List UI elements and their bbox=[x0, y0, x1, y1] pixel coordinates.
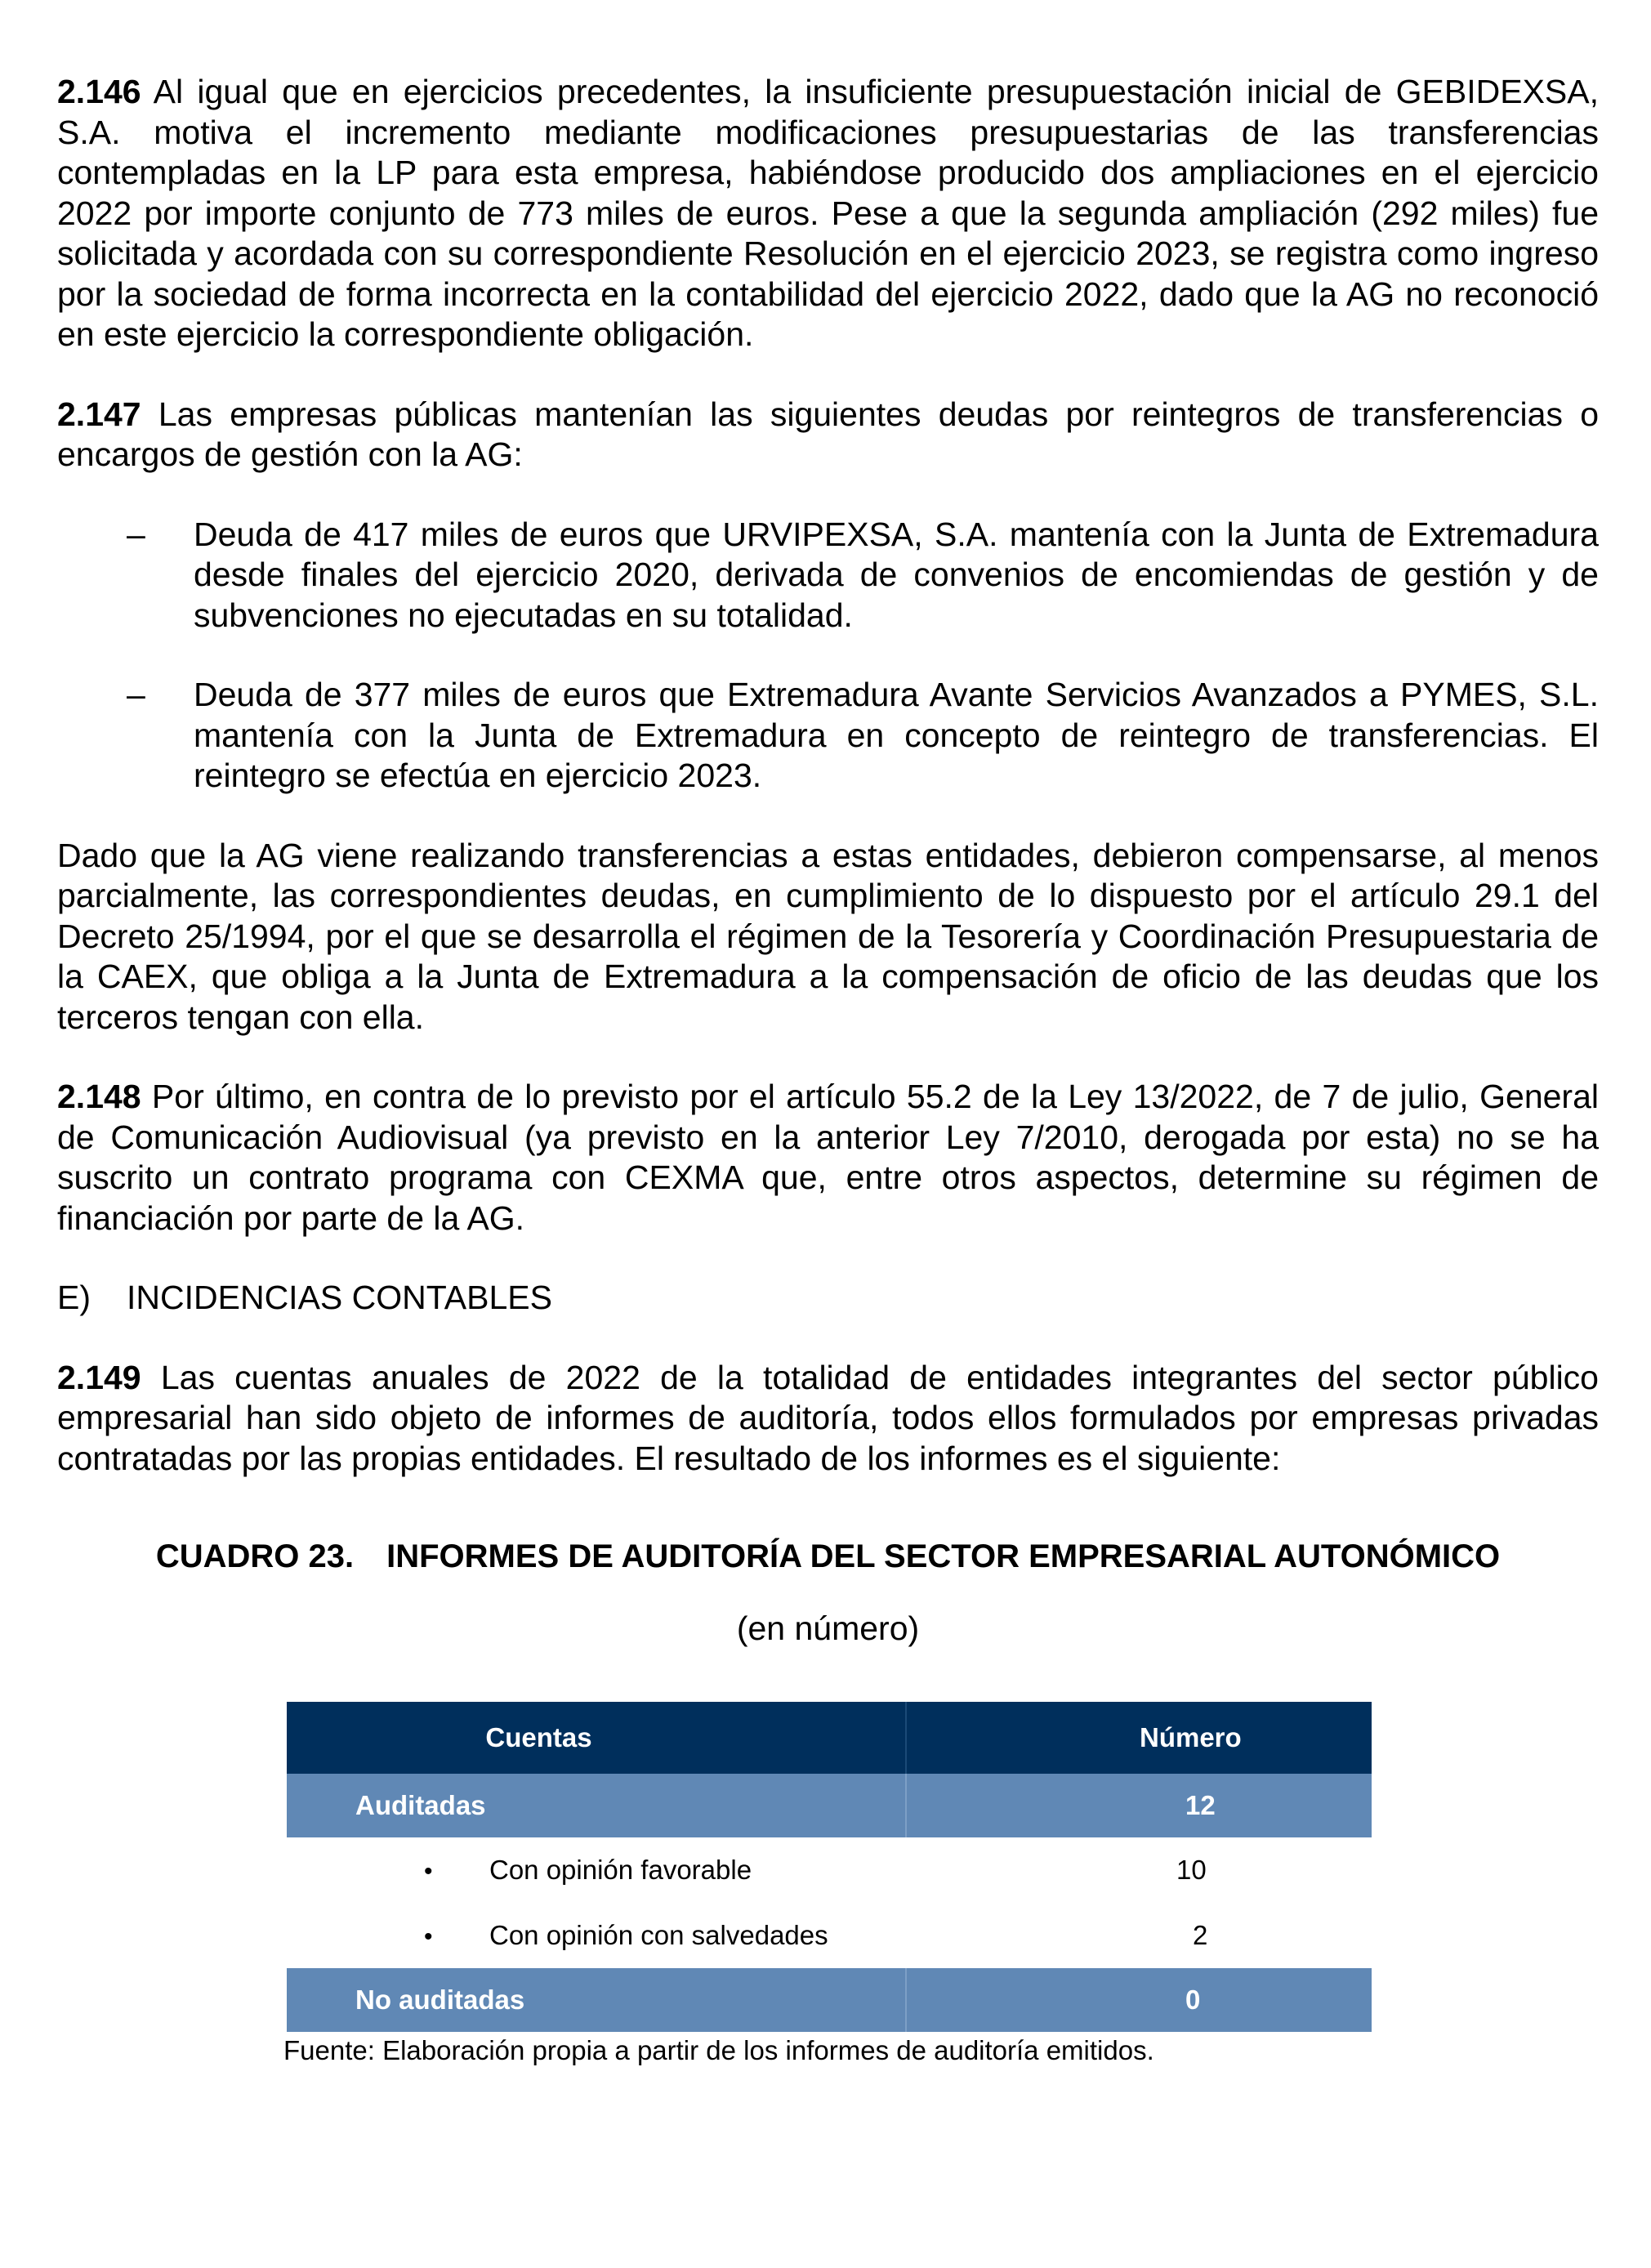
list-item bbox=[57, 515, 1599, 636]
section-letter: E) bbox=[57, 1279, 91, 1316]
paragraph-2-147 bbox=[57, 395, 1599, 475]
paragraph-number: 2.148 bbox=[57, 1078, 141, 1115]
table-header-row bbox=[287, 1702, 1372, 1774]
table-row-salvedades bbox=[287, 1903, 1372, 1968]
row-label: Auditadas bbox=[287, 1774, 906, 1837]
row-value: 2 bbox=[906, 1903, 1372, 1968]
debt-list bbox=[57, 515, 1599, 797]
bullet-dot: • bbox=[424, 1858, 433, 1885]
table-number: CUADRO 23. bbox=[155, 1538, 355, 1574]
paragraph-text: Las cuentas anuales de 2022 de la totalidad de entidades integrantes del sector público empresarial han sido objeto de informes de auditoría, todos ellos formulados por empresas privadas contratadas por las propias entidades. El resultado de los informes es el siguiente: bbox=[57, 1358, 1599, 1477]
row-label: No auditadas bbox=[287, 1968, 906, 2032]
dash-bullet: – bbox=[127, 515, 145, 553]
table-title-text: INFORMES DE AUDITORÍA DEL SECTOR EMPRESARIAL AUTONÓMICO bbox=[386, 1538, 1501, 1574]
audit-table bbox=[287, 1702, 1372, 2032]
paragraph-number: 2.147 bbox=[57, 395, 141, 433]
section-heading bbox=[57, 1278, 1599, 1319]
audit-table-wrapper bbox=[287, 1702, 1372, 2032]
row-label: Con opinión con salvedades bbox=[489, 1920, 828, 1950]
table-subtitle: (en número) bbox=[736, 1609, 920, 1647]
section-title: INCIDENCIAS CONTABLES bbox=[127, 1279, 552, 1316]
row-value: 12 bbox=[906, 1774, 1372, 1837]
paragraph-2-146 bbox=[57, 72, 1599, 355]
table-row-no-auditadas bbox=[287, 1968, 1372, 2032]
column-header-cuentas: Cuentas bbox=[287, 1702, 906, 1774]
paragraph-number: 2.146 bbox=[57, 73, 141, 110]
paragraph-dado-que: Dado que la AG viene realizando transferencias a estas entidades, debieron compensarse, al menos parcialmente, las correspondientes deudas, en cumplimiento de lo dispuesto por el artículo 29.1 del Decreto 25/1994, por el que se desarrolla el régimen de la Tesorería y Coordinación Presupuestaria de la CAEX, que obliga a la Junta de Extremadura a la compensación de oficio de las deudas que los terceros tengan con ella. bbox=[57, 836, 1599, 1036]
bullet-dot: • bbox=[424, 1923, 433, 1950]
paragraph-text: Las empresas públicas mantenían las siguientes deudas por reintegros de transferencias o encargos de gestión con la AG: bbox=[57, 395, 1599, 473]
table-row-auditadas bbox=[287, 1774, 1372, 1837]
paragraph-number: 2.149 bbox=[57, 1358, 141, 1396]
row-value: 0 bbox=[906, 1968, 1372, 2032]
paragraph-text: Por último, en contra de lo previsto por el artículo 55.2 de la Ley 13/2022, de 7 de julio, General de Comunicación Audiovisual (ya previsto en la anterior Ley 7/2010, derogada por esta) no se ha suscrito un contrato programa con CEXMA que, entre otros aspectos, determine su régimen de financiación por parte de la AG. bbox=[57, 1078, 1599, 1237]
row-label: Con opinión favorable bbox=[489, 1855, 752, 1885]
paragraph-text: Al igual que en ejercicios precedentes, la insuficiente presupuestación inicial de GEBIDEXSA, S.A. motiva el incremento mediante modificaciones presupuestarias de las transferencias contempladas en la LP para esta empresa, habiéndose producido dos ampliaciones en el ejercicio 2022 por importe conjunto de 773 miles de euros. Pese a que la segunda ampliación (292 miles) fue solicitada y acordada con su correspondiente Resolución en el ejercicio 2023, se registra como ingreso por la sociedad de forma incorrecta en la contabilidad del ejercicio 2022, dado que la AG no reconoció en este ejercicio la correspondiente obligación. bbox=[57, 73, 1599, 353]
column-header-numero: Número bbox=[906, 1702, 1372, 1774]
paragraph-2-149 bbox=[57, 1358, 1599, 1480]
paragraph-2-148 bbox=[57, 1077, 1599, 1239]
table-source-note: Fuente: Elaboración propia a partir de los informes de auditoría emitidos. bbox=[283, 2035, 1154, 2065]
row-label-cell bbox=[287, 1837, 906, 1903]
dash-bullet: – bbox=[127, 676, 145, 713]
document-page bbox=[57, 72, 1599, 1649]
table-row-favorable bbox=[287, 1837, 1372, 1903]
list-item bbox=[57, 675, 1599, 797]
row-label-cell bbox=[287, 1903, 906, 1968]
list-item-text: Deuda de 417 miles de euros que URVIPEXSA, S.A. mantenía con la Junta de Extremadura desde finales del ejercicio 2020, derivada de convenios de encomiendas de gestión y de subvenciones no ejecutadas en su totalidad. bbox=[194, 515, 1599, 634]
row-value: 10 bbox=[906, 1837, 1372, 1903]
table-title bbox=[57, 1536, 1599, 1577]
list-item-text: Deuda de 377 miles de euros que Extremadura Avante Servicios Avanzados a PYMES, S.L. mantenía con la Junta de Extremadura en concepto de reintegro de transferencias. El reintegro se efectúa en ejercicio 2023. bbox=[194, 676, 1599, 794]
